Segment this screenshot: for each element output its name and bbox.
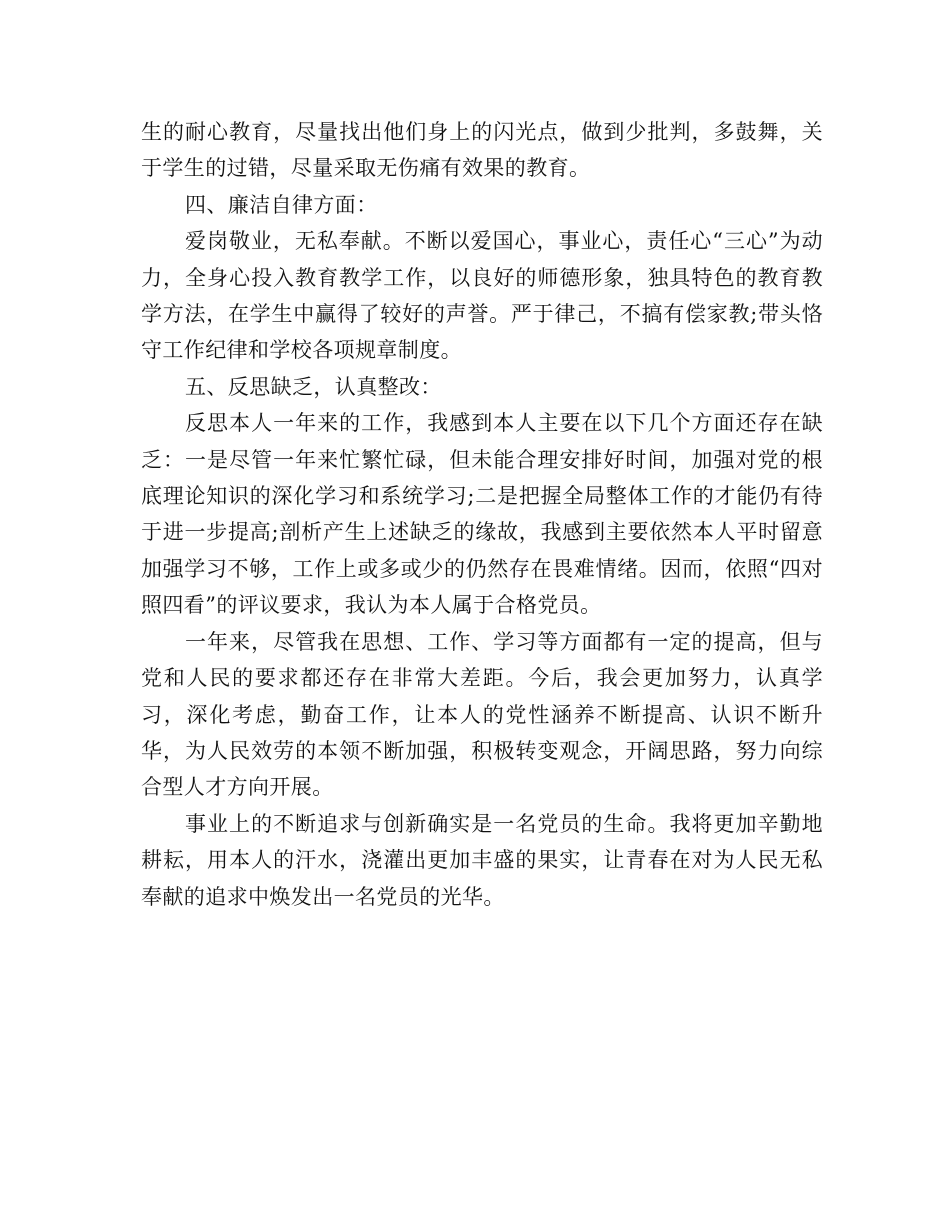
paragraph-continuation: 生的耐心教育，尽量找出他们身上的闪光点，做到少批判，多鼓舞，关于学生的过错，尽量采取无伤痛有效果的教育。: [141, 120, 823, 181]
section-heading-integrity: 四、廉洁自律方面：: [185, 192, 378, 217]
paragraph-reflection: 反思本人一年来的工作，我感到本人主要在以下几个方面还存在缺乏：一是尽管一年来忙繁忙碌，但未能合理安排好时间，加强对党的根底理论知识的深化学习和系统学习;二是把握全局整体工作的才能仍有待于进一步提高;剖析产生上述缺乏的缘故，我感到主要依然本人平时留意加强学习不够，工作上或多或少的仍然存在畏难情绪。因而，依照“四对照四看”的评议要求，我认为本人属于合格党员。: [141, 411, 823, 618]
paragraph-improvement: 一年来，尽管我在思想、工作、学习等方面都有一定的提高，但与党和人民的要求都还存在非常大差距。今后，我会更加努力，认真学习，深化考虑，勤奋工作，让本人的党性涵养不断提高、认识不断升华，为人民效劳的本领不断加强，积极转变观念，开阔思路，努力向综合型人才方向开展。: [141, 629, 823, 800]
paragraph-conclusion: 事业上的不断追求与创新确实是一名党员的生命。我将更加辛勤地耕耘，用本人的汗水，浇灌出更加丰盛的果实，让青春在对为人民无私奉献的追求中焕发出一名党员的光华。: [141, 811, 823, 909]
section-heading-reflection: 五、反思缺乏，认真整改：: [185, 374, 442, 399]
paragraph-integrity: 爱岗敬业，无私奉献。不断以爱国心，事业心，责任心“三心”为动力，全身心投入教育教学工作，以良好的师德形象，独具特色的教育教学方法，在学生中赢得了较好的声誉。严于律己，不搞有偿家教;带头恪守工作纪律和学校各项规章制度。: [141, 229, 823, 363]
document-body: [141, 114, 823, 915]
